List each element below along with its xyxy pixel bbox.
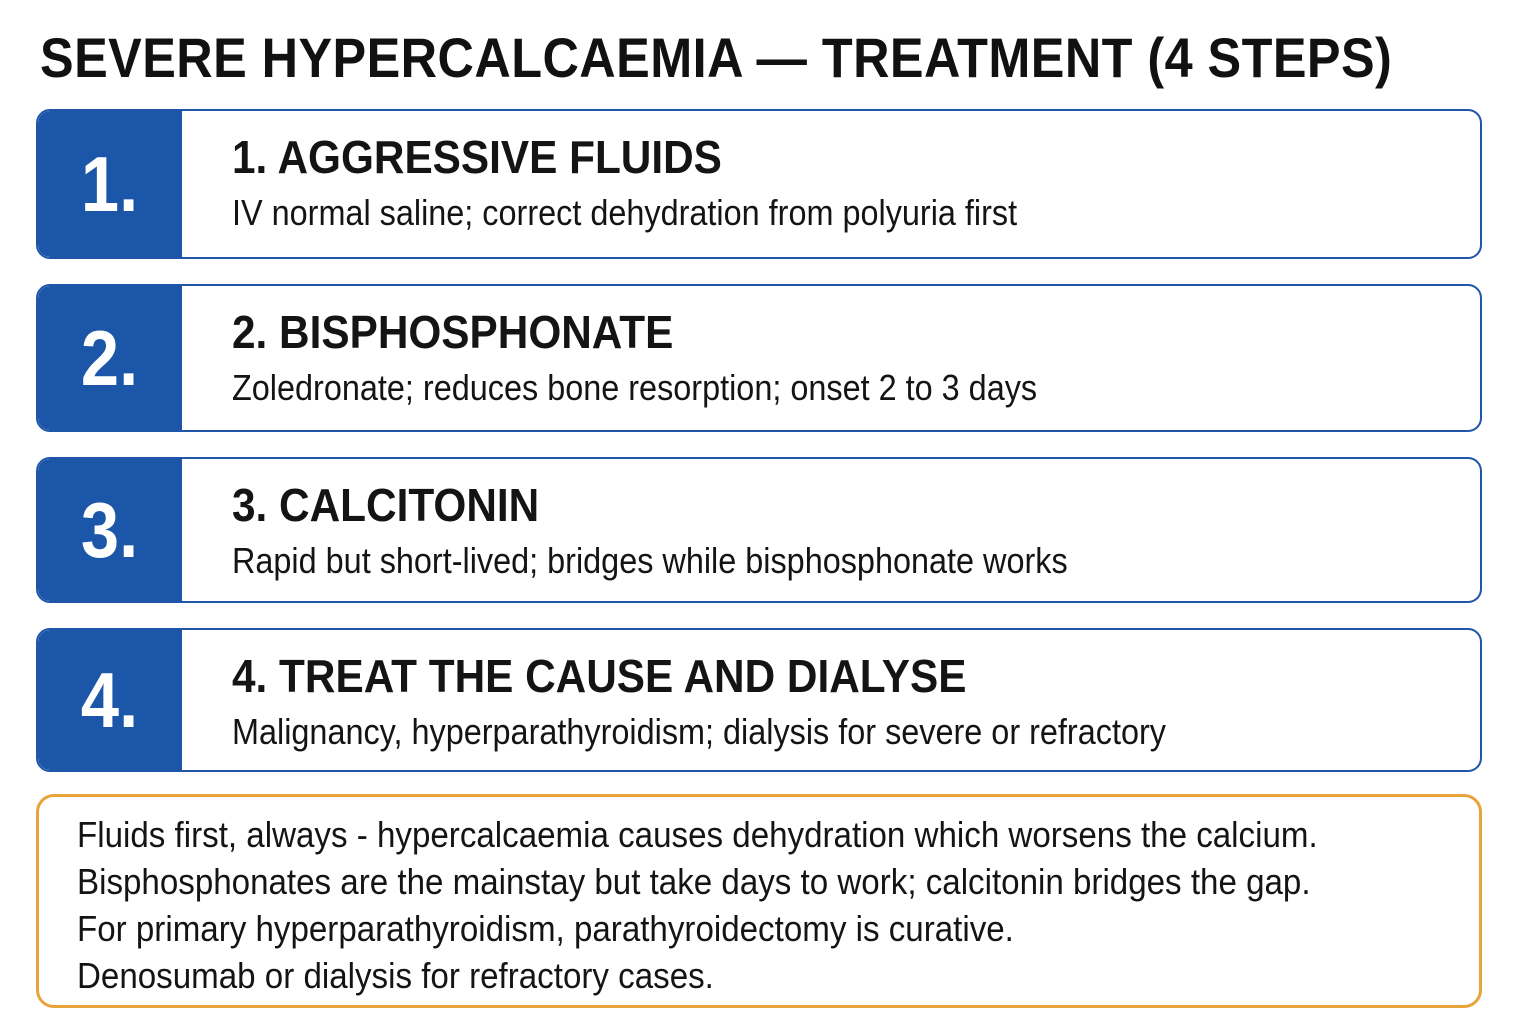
step-heading: 2. BISPHOSPHONATE xyxy=(232,306,674,358)
step-number-badge xyxy=(38,459,182,601)
treatment-steps-list xyxy=(36,109,1482,772)
summary-note-box xyxy=(36,794,1482,1008)
step-number-badge xyxy=(38,286,182,430)
step-heading: 3. CALCITONIN xyxy=(232,479,540,531)
step-heading: 1. AGGRESSIVE FLUIDS xyxy=(232,131,722,183)
step-number: 4. xyxy=(81,656,139,744)
step-number-badge xyxy=(38,111,182,257)
step-content xyxy=(232,129,1460,237)
step-content xyxy=(232,648,1460,756)
step-content xyxy=(232,304,1460,412)
step-number: 3. xyxy=(81,486,139,574)
note-line: Bisphosphonates are the mainstay but take days to work; calcitonin bridges the gap. xyxy=(77,861,1311,902)
note-line: Fluids first, always - hypercalcaemia causes dehydration which worsens the calcium. xyxy=(77,814,1318,855)
step-card-1 xyxy=(36,109,1482,259)
page-title: SEVERE HYPERCALCAEMIA — TREATMENT (4 STEPS) xyxy=(40,26,1393,89)
step-description: Zoledronate; reduces bone resorption; onset 2 to 3 days xyxy=(232,367,1038,408)
note-line: For primary hyperparathyroidism, parathyroidectomy is curative. xyxy=(77,908,1014,949)
note-line: Denosumab or dialysis for refractory cases. xyxy=(77,955,714,996)
step-description: IV normal saline; correct dehydration from polyuria first xyxy=(232,192,1018,233)
step-card-3 xyxy=(36,457,1482,603)
step-card-2 xyxy=(36,284,1482,432)
step-number: 2. xyxy=(81,314,139,402)
step-heading: 4. TREAT THE CAUSE AND DIALYSE xyxy=(232,650,967,702)
step-number: 1. xyxy=(81,140,139,228)
step-content xyxy=(232,477,1460,585)
step-number-badge xyxy=(38,630,182,770)
step-description: Malignancy, hyperparathyroidism; dialysis for severe or refractory xyxy=(232,711,1166,752)
step-description: Rapid but short-lived; bridges while bisphosphonate works xyxy=(232,540,1068,581)
step-card-4 xyxy=(36,628,1482,772)
